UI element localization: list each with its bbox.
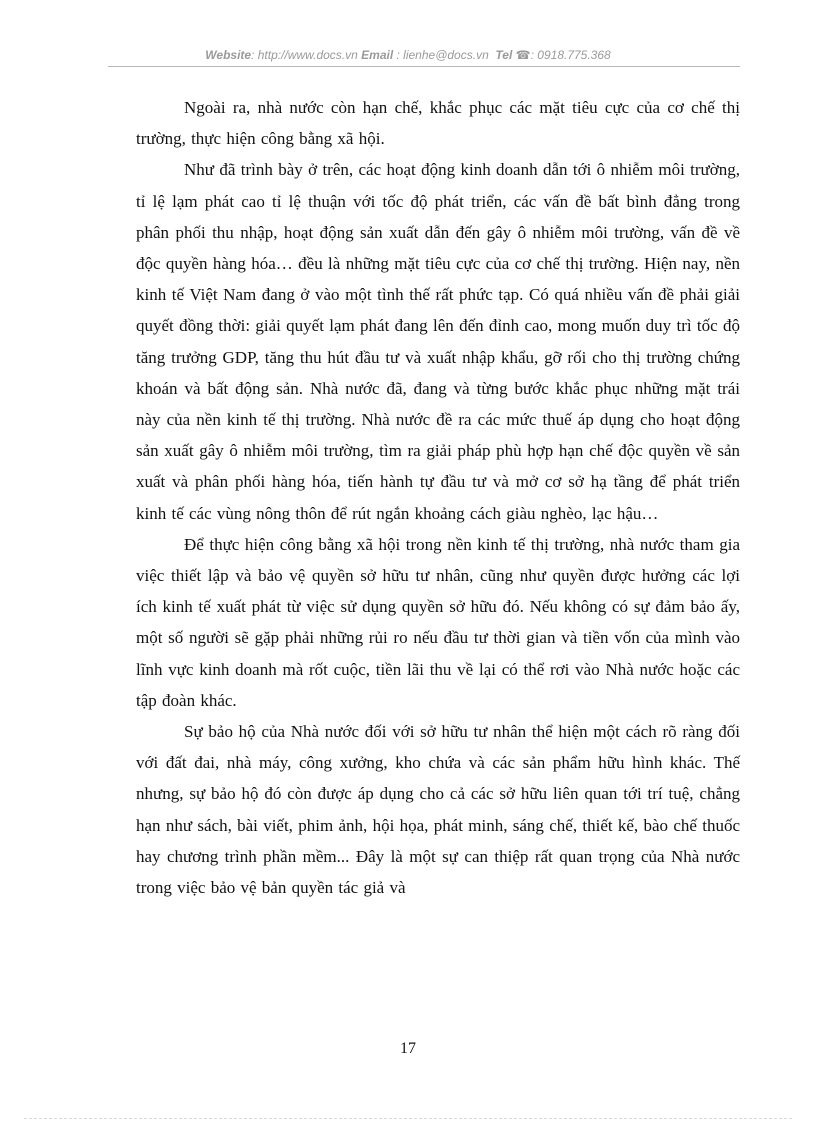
email-link[interactable]: : lienhe@docs.vn — [393, 48, 489, 62]
header-divider — [108, 66, 740, 67]
page-bottom-divider — [24, 1118, 792, 1119]
website-label: Website — [205, 48, 252, 62]
paragraph-4: Sự bảo hộ của Nhà nước đối với sở hữu tư nhân thể hiện một cách rõ ràng đối với đất đai, nhà máy, công xưởng, kho chứa và các sản phẩm hữu hình khác. Thế nhưng, sự bảo hộ đó còn được áp dụng cho cả các sở hữu liên quan tới trí tuệ, chẳng hạn như sách, bài viết, phim ảnh, hội họa, phát minh, sáng chế, thiết kế, bào chế thuốc hay chương trình phần mềm... Đây là một sự can thiệp rất quan trọng của Nhà nước trong việc bảo vệ bản quyền tác giả và — [136, 722, 740, 898]
email-label: Email — [361, 48, 394, 62]
tel-number: : 0918.775.368 — [530, 48, 611, 62]
telephone-icon: ☎ — [515, 48, 531, 62]
document-body — [136, 92, 740, 903]
page-number: 17 — [400, 1040, 416, 1057]
website-link[interactable]: : http://www.docs.vn — [251, 48, 358, 62]
paragraph-2: Như đã trình bày ở trên, các hoạt động kinh doanh dẫn tới ô nhiễm môi trường, tỉ lệ lạm phát cao tỉ lệ thuận với tốc độ phát triển, các vấn đề bất bình đẳng trong phân phối thu nhập, hoạt động sản xuất dẫn đến gây ô nhiễm môi trường, vấn đề về độc quyền hàng hóa… đều là những mặt tiêu cực của cơ chế thị trường. Hiện nay, nền kinh tế Việt Nam đang ở vào một tình thế rất phức tạp. Có quá nhiều vấn đề phải giải quyết đồng thời: giải quyết lạm phát đang lên đến đỉnh cao, mong muốn duy trì tốc độ tăng trưởng GDP, tăng thu hút đầu tư và xuất nhập khẩu, gỡ rối cho thị trường chứng khoán và bất động sản. Nhà nước đã, đang và từng bước khắc phục những mặt trái này của nền kinh tế thị trường. Nhà nước đề ra các mức thuế áp dụng cho hoạt động sản xuất gây ô nhiễm môi trường, tìm ra giải pháp phù hợp hạn chế độc quyền về sản xuất và phân phối hàng hóa, tiến hành tự đầu tư và mở cơ sở hạ tầng để phát triển kinh tế các vùng nông thôn để rút ngắn khoảng cách giàu nghèo, lạc hậu… — [136, 160, 740, 523]
page-header — [60, 48, 756, 62]
paragraph-1: Ngoài ra, nhà nước còn hạn chế, khắc phục các mặt tiêu cực của cơ chế thị trường, thực hiện công bằng xã hội. — [136, 98, 740, 149]
paragraph-3: Để thực hiện công bằng xã hội trong nền kinh tế thị trường, nhà nước tham gia việc thiết lập và bảo vệ quyền sở hữu tư nhân, cũng như quyền được hưởng các lợi ích kinh tế xuất phát từ việc sử dụng quyền sở hữu đó. Nếu không có sự đảm bảo ấy, một số người sẽ gặp phải những rủi ro nếu đầu tư thời gian và tiền vốn của mình vào lĩnh vực kinh doanh mà rốt cuộc, tiền lãi thu về lại có thể rơi vào Nhà nước hoặc các tập đoàn khác. — [136, 534, 740, 710]
tel-label: Tel — [495, 48, 513, 62]
